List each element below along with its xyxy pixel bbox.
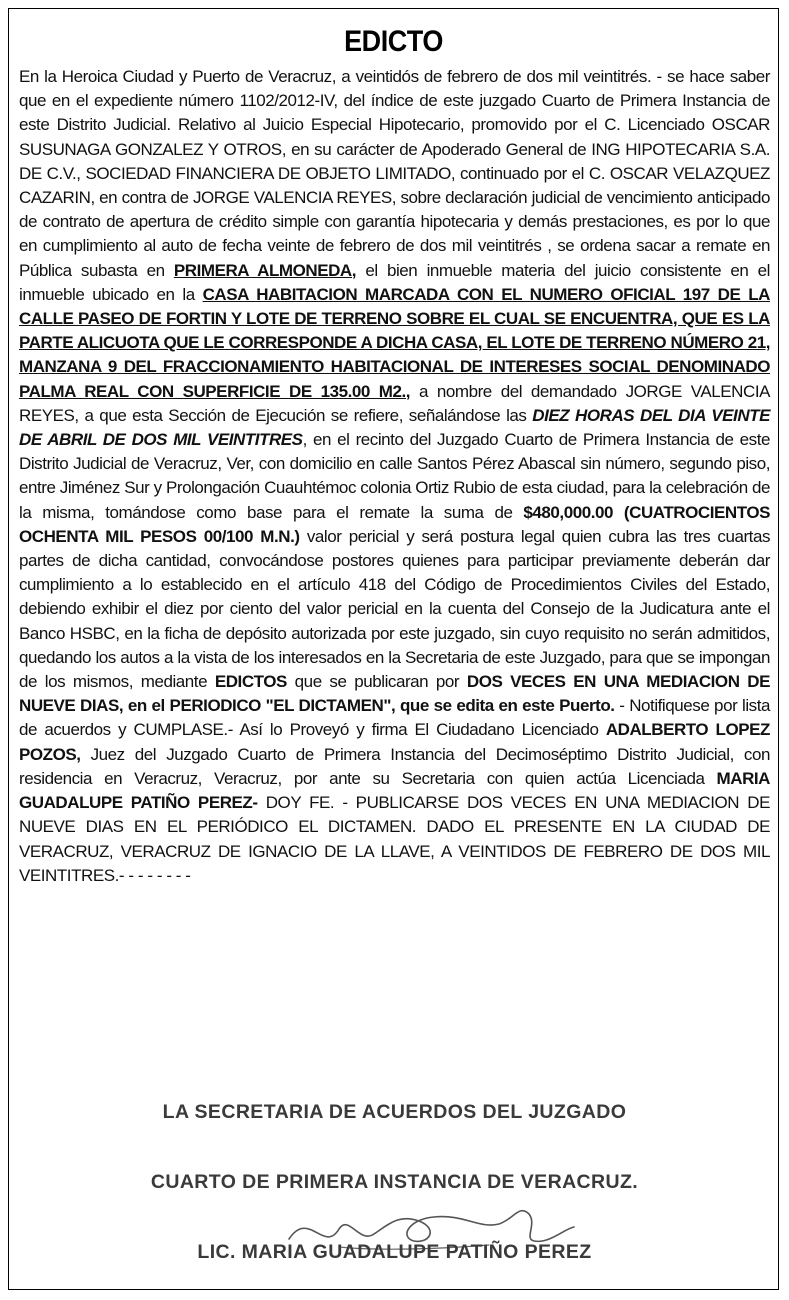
page-title: EDICTO (344, 25, 443, 58)
body-text-segment: que se publicaran por (286, 672, 467, 692)
body-text-segment: , en el recinto del Juzgado Cuarto de Primera Instancia de este Distrito Judicial de Veracruz, Ver, con domicilio en calle Santos Pérez Abascal sin número, segundo piso, entre Jiménez Sur y Prolongación Cuauhtémoc colonia Ortiz Rubio de esta ciudad, para la celebración de la misma, tomándose como base para el remate la suma de (19, 430, 770, 522)
edict-body (19, 65, 770, 888)
judge-name: ADALBERTO LOPEZ POZOS, (19, 720, 770, 764)
body-text-segment: valor pericial y será postura legal quien cubra las tres cuartas partes de dicha cantidad, convocándose postores quienes para participar previamente deberán dar cumplimiento a lo establecido en el artículo 418 del Código de Procedimientos Civiles del Estado, debiendo exhibir el diez por ciento del valor pericial en la cuenta del Consejo de la Judicatura ante el Banco HSBC, en la ficha de depósito autorizada por este juzgado, sin cuyo requisito no serán admitidos, quedando los autos a la vista de los interesados en la Secretaria de este Juzgado, para que se impongan de los mismos, mediante (19, 526, 770, 692)
signature-line-2: CUARTO DE PRIMERA INSTANCIA DE VERACRUZ. (150, 1171, 639, 1193)
body-text-segment: Juez del Juzgado Cuarto de Primera Instancia del Decimoséptimo Distrito Judicial, con residencia en Veracruz, Veracruz, por ante su Secretaria con quien actúa Licenciada (19, 744, 770, 788)
body-text-segment: DOY FE. - PUBLICARSE DOS VECES EN UNA MEDIACION DE NUEVE DIAS EN EL PERIÓDICO EL DICTAMEN. DADO EL PRESENTE EN LA CIUDAD DE VERACRUZ, VERACRUZ DE IGNACIO DE LA LLAVE, A VEINTIDOS DE FEBRERO DE DOS MIL VEINTITRES.- - - - - - - - (19, 793, 770, 885)
auction-datetime: DIEZ HORAS DEL DIA VEINTE DE ABRIL DE DOS MIL VEINTITRES (19, 405, 770, 450)
body-text-segment: a nombre del demandado JORGE VALENCIA REYES, a que esta Sección de Ejecución se refiere, señalándose las (19, 381, 770, 425)
base-amount: $480,000.00 (CUATROCIENTOS OCHENTA MIL PESOS 00/100 M.N.) (19, 502, 770, 546)
publication-terms: DOS VECES EN UNA MEDIACION DE NUEVE DIAS, en el PERIODICO "EL DICTAMEN", que se edita en este Puerto. (19, 672, 770, 716)
secretary-name: MARIA GUADALUPE PATIÑO PEREZ- (19, 768, 770, 813)
body-text-segment: En la Heroica Ciudad y Puerto de Veracruz, a veintidós de febrero de dos mil veintitrés. - se hace saber que en el expediente número 1102/2012-IV, del índice de este juzgado Cuarto de Primera Instancia de este Distrito Judicial. Relativo al Juicio Especial Hipotecario, promovido por el C. Licenciado OSCAR SUSUNAGA GONZALEZ Y OTROS, en su carácter de Apoderado General de ING HIPOTECARIA S.A. DE C.V., SOCIEDAD FINANCIERA DE OBJETO LIMITADO, continuado por el C. OSCAR VELAZQUEZ CAZARIN, en contra de JORGE VALENCIA REYES, sobre declaración judicial de vencimiento anticipado de contrato de apertura de crédito simple con garantía hipotecaria y demás prestaciones, es por lo que en cumplimiento al auto de fecha veinte de febrero de dos mil veintitrés , se ordena sacar a remate en Pública subasta en (19, 67, 770, 280)
property-description: CASA HABITACION MARCADA CON EL NUMERO OFICIAL 197 DE LA CALLE PASEO DE FORTIN Y LOTE DE TERRENO SOBRE EL CUAL SE ENCUENTRA, QUE ES LA PARTE ALICUOTA QUE LE CORRESPONDE A DICHA CASA, EL LOTE DE TERRENO NÚMERO 21, MANZANA 9 DEL FRACCIONAMIENTO HABITACIONAL DE INTERESES SOCIAL DENOMINADO PALMA REAL CON SUPERFICIE DE 135.00 M2., (19, 284, 770, 401)
edictos-label: EDICTOS (214, 672, 287, 692)
auction-round: PRIMERA ALMONEDA, (173, 260, 357, 280)
edict-page (8, 8, 779, 1290)
body-text-segment: - Notifiquese por lista de acuerdos y CUMPLASE.- Así lo Proveyó y firma El Ciudadano Licenciado (19, 696, 770, 740)
signature-line-3: LIC. MARIA GUADALUPE PATIÑO PEREZ (197, 1241, 592, 1263)
body-text-segment: el bien inmueble materia del juicio consistente en el inmueble ubicado en la (19, 260, 770, 304)
signature-line-1: LA SECRETARIA DE ACUERDOS DEL JUZGADO (162, 1101, 627, 1123)
